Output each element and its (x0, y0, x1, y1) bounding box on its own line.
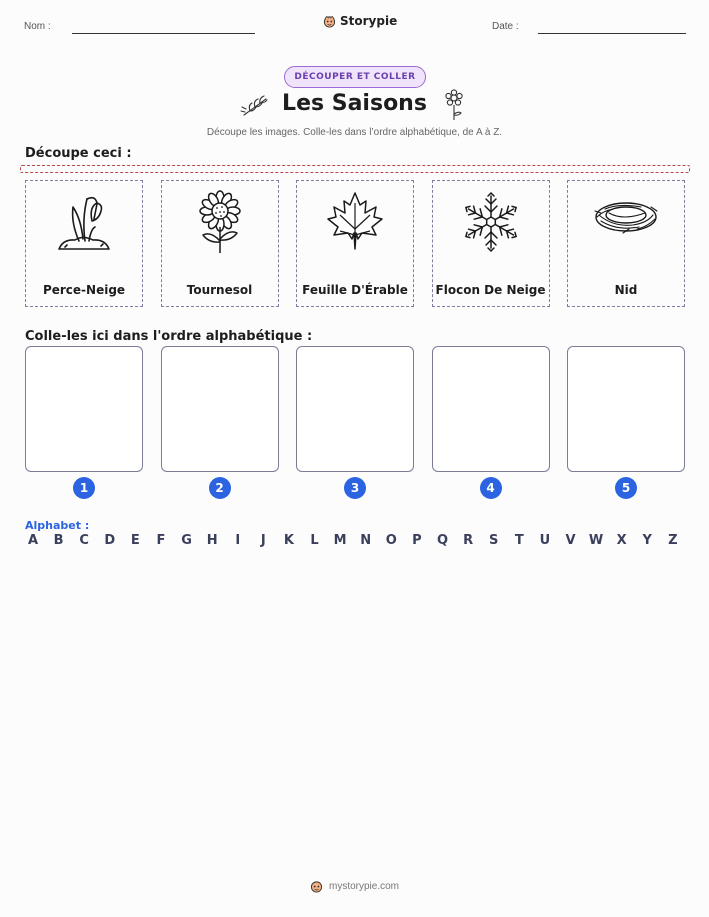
activity-type-badge: DÉCOUPER ET COLLER (284, 66, 426, 88)
slot-number-badge: 5 (615, 477, 637, 499)
slot-number-badge: 1 (73, 477, 95, 499)
alphabet-letter: S (489, 533, 499, 548)
alphabet-letter: Y (642, 533, 652, 548)
alphabet-letter: J (260, 533, 266, 548)
cut-cards-row (25, 180, 685, 307)
alphabet-letter: X (616, 533, 627, 548)
cut-card-label: Nid (614, 283, 638, 297)
alphabet-letter: L (310, 533, 319, 548)
paste-slots-row (25, 346, 685, 499)
storypie-mascot-icon (323, 15, 336, 28)
cut-card[interactable] (25, 180, 143, 307)
slot-number-badge: 3 (344, 477, 366, 499)
cut-card[interactable] (161, 180, 279, 307)
sunflower-icon (187, 189, 253, 255)
cut-card-label: Feuille D'Érable (302, 283, 408, 297)
alphabet-letter: V (565, 533, 576, 548)
alphabet-letter: A (27, 533, 39, 548)
alphabet-letter: R (463, 533, 474, 548)
paste-slot (161, 346, 279, 499)
cut-line (20, 165, 690, 173)
alphabet-letter: Z (668, 533, 678, 548)
paste-box[interactable] (567, 346, 685, 472)
maple-leaf-icon (322, 189, 388, 255)
brand-name: Storypie (340, 14, 398, 28)
date-line[interactable] (538, 33, 686, 34)
paste-box[interactable] (432, 346, 550, 472)
name-label: Nom : (24, 21, 51, 32)
alphabet-letter: D (104, 533, 116, 548)
paste-section-label: Colle-les ici dans l'ordre alphabétique : (25, 329, 313, 344)
snowflake-icon (458, 189, 524, 255)
footer-url[interactable]: mystorypie.com (328, 881, 399, 892)
cut-card-label: Flocon De Neige (435, 283, 546, 297)
paste-box[interactable] (161, 346, 279, 472)
alphabet-letter: P (412, 533, 422, 548)
paste-slot (296, 346, 414, 499)
alphabet-letter: W (588, 533, 604, 548)
paste-slot (25, 346, 143, 499)
paste-box[interactable] (296, 346, 414, 472)
page-title: Les Saisons (282, 91, 427, 116)
paste-slot (432, 346, 550, 499)
slot-number-badge: 2 (209, 477, 231, 499)
paste-box[interactable] (25, 346, 143, 472)
cut-card[interactable] (296, 180, 414, 307)
cut-section-label: Découpe ceci : (25, 146, 132, 161)
brand-logo (323, 14, 397, 28)
alphabet-letter: G (181, 533, 192, 548)
cut-card[interactable] (432, 180, 550, 307)
paste-slot (567, 346, 685, 499)
alphabet-label: Alphabet : (25, 519, 90, 532)
instructions-text: Découpe les images. Colle-les dans l’ordre alphabétique, de A à Z. (206, 127, 503, 138)
flower-doodle-icon (443, 89, 465, 121)
cut-card[interactable] (567, 180, 685, 307)
alphabet-letter: Q (436, 533, 449, 548)
date-label: Date : (492, 21, 519, 32)
nest-icon (593, 189, 659, 255)
alphabet-letter: N (360, 533, 372, 548)
footer (0, 880, 709, 893)
alphabet-letter: B (53, 533, 64, 548)
alphabet-letter: E (130, 533, 140, 548)
slot-number-badge: 4 (480, 477, 502, 499)
cut-card-label: Perce-Neige (42, 283, 126, 297)
alphabet-letter: C (79, 533, 89, 548)
alphabet-letter: T (514, 533, 524, 548)
alphabet-letter: I (235, 533, 241, 548)
alphabet-letter: U (539, 533, 551, 548)
alphabet-letter: H (206, 533, 218, 548)
alphabet-letter: K (283, 533, 294, 548)
storypie-mascot-icon (310, 880, 323, 893)
cut-card-label: Tournesol (186, 283, 253, 297)
alphabet-letter: F (156, 533, 166, 548)
alphabet-row (25, 533, 685, 548)
alphabet-letter: M (333, 533, 347, 548)
alphabet-letter: O (385, 533, 397, 548)
snowdrop-icon (51, 189, 117, 255)
name-line[interactable] (72, 33, 255, 34)
